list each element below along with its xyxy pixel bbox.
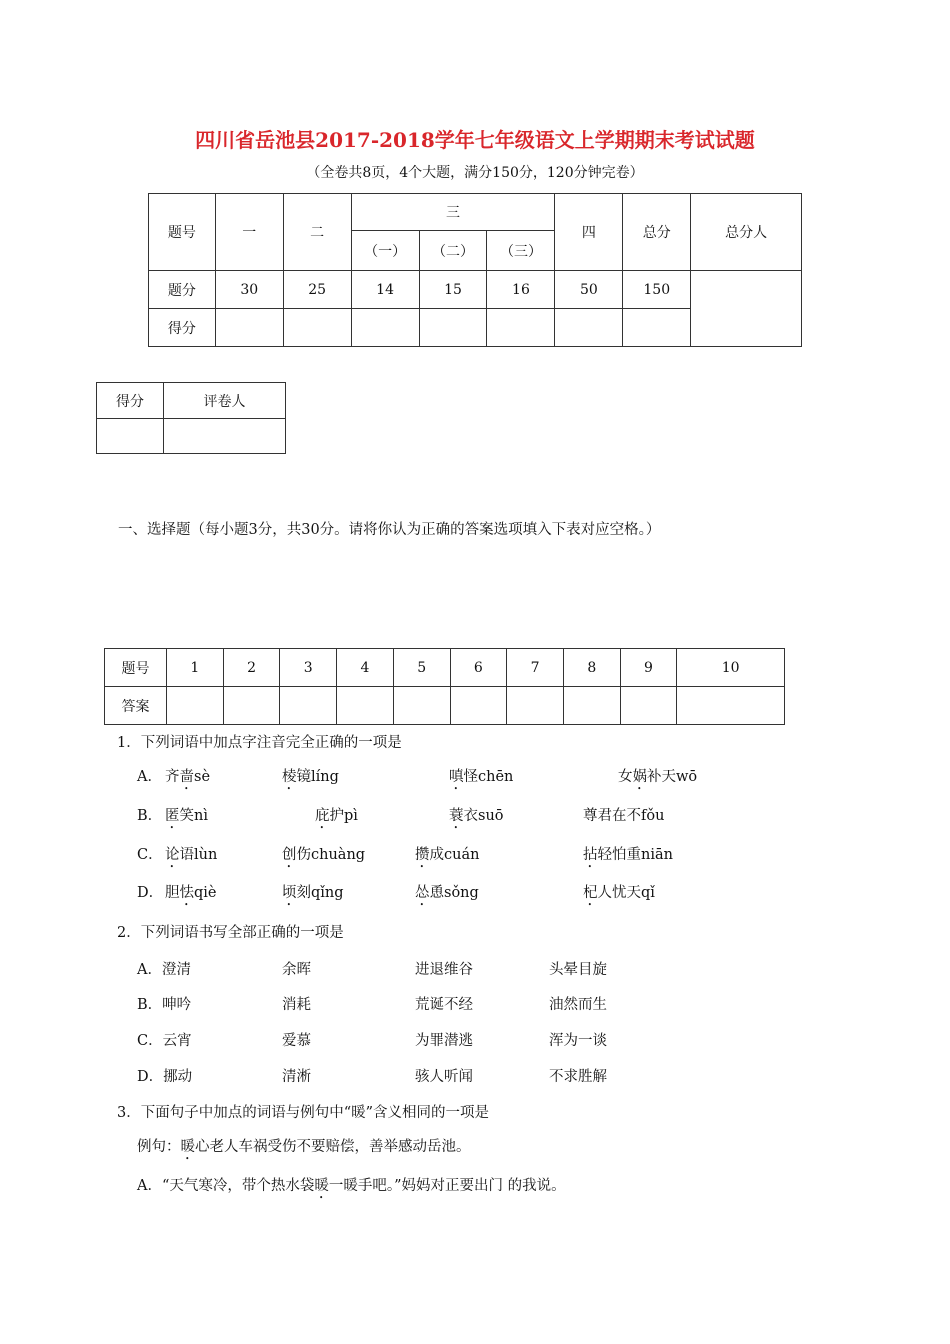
q1-option-a-label: A． [137,769,162,785]
answer-cell[interactable] [563,687,620,725]
q2-option-d-word-4: 不求胜解 [549,1069,607,1085]
q1-option-c-label: C． [137,847,163,863]
q1-option-b-word-1: 匿笑nì [165,808,208,824]
q1-option-a-word-2: 棱镜líng [282,769,339,785]
answer-table [104,648,785,725]
q1-option-a-word-1: 齐啬sè [165,769,211,785]
q1-option-c-word-4: 拈轻怕重niān [583,847,673,863]
question-number: 5 [393,649,450,687]
q1-option-b-word-3: 蓑衣suō [449,808,504,824]
q1-option-c-word-1: 论语lùn [165,847,218,863]
q1-option-d-word-2: 顷刻qǐng [282,885,344,901]
question-1-stem: 1．下列词语中加点字注音完全正确的一项是 [117,735,402,751]
answer-header-label: 题号 [105,649,167,687]
q1-option-a-word-3: 嗔怪chēn [449,769,514,785]
question-number: 7 [507,649,564,687]
question-3-stem: 3．下面句子中加点的词语与例句中“暖”含义相同的一项是 [117,1105,490,1121]
answer-cell[interactable] [393,687,450,725]
grader-table [96,382,286,454]
grader-score-label: 得分 [97,383,164,419]
answer-cell[interactable] [167,687,224,725]
row-label-score: 得分 [149,309,216,347]
q2-option-d-word-3: 骇人听闻 [415,1069,473,1085]
grader-score-cell[interactable] [97,419,164,454]
q2-option-a-word-2: 余晖 [282,962,311,978]
exam-info: （全卷共8页，4个大题，满分150分，120分钟完卷） [306,165,644,181]
q1-option-c-word-2: 创伤chuàng [282,847,366,863]
grader-name-cell[interactable] [164,419,286,454]
answer-cell[interactable] [450,687,507,725]
q3-option-a: A．“天气寒冷，带个热水袋暖一暖手吧。”妈妈对正要出门 的我说。 [137,1178,566,1194]
total-person-cell[interactable] [691,271,802,347]
question-number: 8 [563,649,620,687]
question-number: 6 [450,649,507,687]
q2-option-b-word-3: 荒诞不经 [415,997,473,1013]
score-cell[interactable] [351,309,419,347]
points-cell: 25 [283,271,351,309]
header-sub-2: （二） [419,231,487,271]
q1-option-a-word-4: 女娲补天wō [618,769,698,785]
answer-cell[interactable] [337,687,394,725]
question-2-stem: 2．下列词语书写全部正确的一项是 [117,925,344,941]
q1-option-d-word-4: 杞人忧天qǐ [583,885,655,901]
answer-cell[interactable] [223,687,280,725]
score-cell[interactable] [487,309,555,347]
answer-cell[interactable] [280,687,337,725]
score-cell[interactable] [623,309,691,347]
section-heading-1: 一、选择题（每小题3分，共30分。请将你认为正确的答案选项填入下表对应空格。） [118,522,661,538]
score-summary-table [148,193,802,347]
question-number: 4 [337,649,394,687]
score-cell[interactable] [419,309,487,347]
row-label-points: 题分 [149,271,216,309]
header-sub-1: （一） [351,231,419,271]
question-number: 3 [280,649,337,687]
header-part-1: 一 [215,194,283,271]
header-tihao: 题号 [149,194,216,271]
points-cell: 150 [623,271,691,309]
question-number: 9 [620,649,677,687]
q2-option-c: C．云宵 [137,1033,192,1049]
q3-example: 例句：暖心老人车祸受伤不要赔偿，善举感动岳池。 [137,1139,471,1155]
q2-option-c-word-3: 为罪潜逃 [415,1033,473,1049]
question-number: 1 [167,649,224,687]
answer-cell[interactable] [677,687,785,725]
q1-option-c-word-3: 攒成cuán [415,847,480,863]
q1-option-b-word-4: 尊君在不fǒu [583,808,665,824]
question-number: 10 [677,649,785,687]
question-number: 2 [223,649,280,687]
answer-row-label: 答案 [105,687,167,725]
q1-option-d-word-1: 胆怯qiè [165,885,217,901]
points-cell: 15 [419,271,487,309]
q1-option-d-label: D． [137,885,164,901]
header-part-4: 四 [555,194,623,271]
q2-option-b-word-4: 油然而生 [549,997,607,1013]
q2-option-c-word-4: 浑为一谈 [549,1033,607,1049]
grader-label: 评卷人 [164,383,286,419]
q1-option-d-word-3: 怂恿sǒng [415,885,479,901]
header-total: 总分 [623,194,691,271]
q2-option-a-word-3: 进退维谷 [415,962,473,978]
header-total-person: 总分人 [691,194,802,271]
header-part-3: 三 [351,194,555,231]
document-title: 四川省岳池县2017-2018学年七年级语文上学期期末考试试题 [195,128,755,152]
q2-option-b-word-2: 消耗 [282,997,311,1013]
answer-cell[interactable] [507,687,564,725]
q2-option-a-word-4: 头晕目旋 [549,962,607,978]
points-cell: 30 [215,271,283,309]
q2-option-d: D．挪动 [137,1069,193,1085]
score-cell[interactable] [283,309,351,347]
answer-cell[interactable] [620,687,677,725]
q2-option-c-word-2: 爱慕 [282,1033,311,1049]
header-part-2: 二 [283,194,351,271]
q1-option-b-word-2: 庇护pì [315,808,358,824]
points-cell: 16 [487,271,555,309]
q1-option-b-label: B． [137,808,163,824]
q2-option-a: A．澄清 [137,962,191,978]
q2-option-d-word-2: 清淅 [282,1069,311,1085]
score-cell[interactable] [215,309,283,347]
points-cell: 14 [351,271,419,309]
q2-option-b: B．呻吟 [137,997,192,1013]
header-sub-3: （三） [487,231,555,271]
score-cell[interactable] [555,309,623,347]
points-cell: 50 [555,271,623,309]
